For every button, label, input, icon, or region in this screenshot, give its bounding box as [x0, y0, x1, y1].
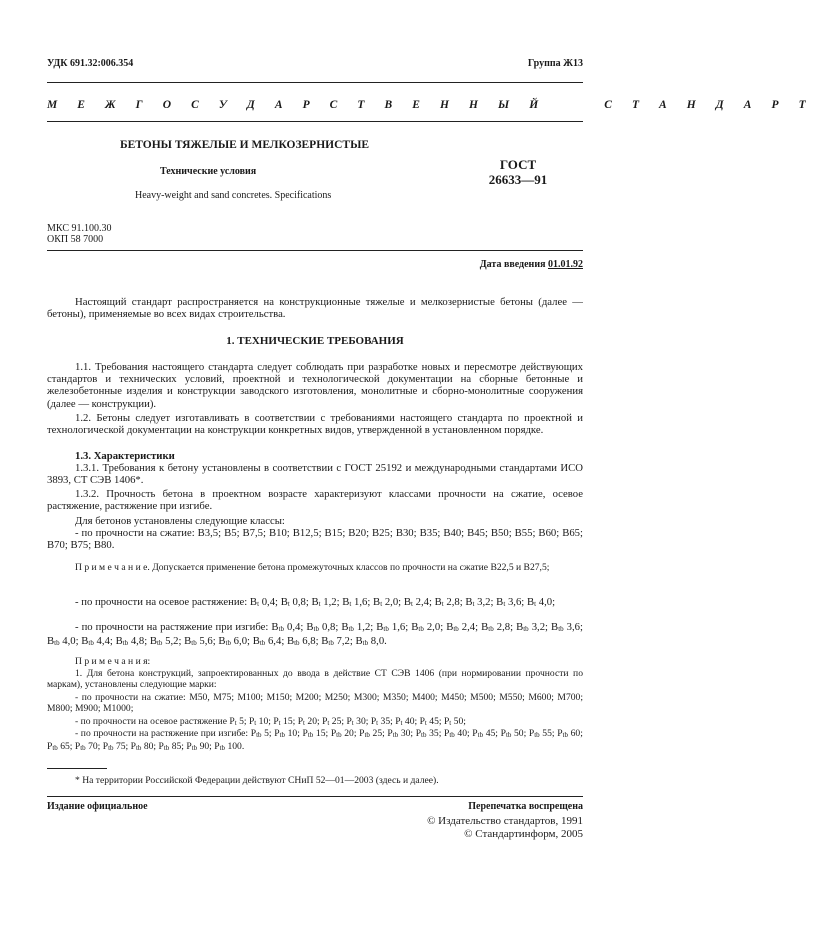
flex-class-value: 3,6; — [563, 621, 583, 633]
flex-mark-value: 40; — [454, 728, 470, 739]
flex-mark-symbol: P — [74, 741, 81, 753]
axial-mark — [420, 716, 442, 727]
flex-mark-symbol: P — [330, 728, 337, 739]
axial-mark-subscript: t — [327, 719, 330, 727]
flex-class — [356, 635, 387, 647]
flex-mark-subscript: tb — [163, 744, 170, 753]
flex-mark-value: 35; — [426, 728, 442, 739]
flex-prefix: - по прочности на растяжение при изгибе: — [75, 621, 269, 633]
axial-mark-symbol: P — [248, 716, 255, 727]
flex-mark-value: 70; — [85, 741, 101, 753]
flex-mark-subscript: tb — [534, 731, 540, 739]
mks-code: МКС 91.100.30 — [47, 223, 112, 234]
section-1-title: 1. ТЕХНИЧЕСКИЕ ТРЕБОВАНИЯ — [226, 335, 404, 347]
flex-class — [184, 635, 216, 647]
flex-mark — [529, 728, 555, 739]
flex-mark — [331, 728, 357, 739]
flex-class — [516, 621, 548, 633]
paragraph-1-3-2: 1.3.2. Прочность бетона в проектном возрасте характеризуют классами прочности на сжатие, осевое растяжение, растяжение при изгибе. — [47, 488, 583, 513]
axial-class-subscript: t — [349, 600, 352, 608]
flex-mark-symbol: P — [472, 728, 478, 739]
flex-class-value: 2,4; — [458, 621, 479, 633]
axial-class-subscript: t — [257, 600, 260, 608]
english-title: Heavy-weight and sand concretes. Specifications — [135, 190, 332, 201]
flex-mark-symbol: P — [359, 728, 365, 739]
flex-class-subscript: tb — [191, 639, 197, 648]
flex-class-subscript: tb — [122, 639, 129, 648]
flex-mark-value: 80; — [141, 741, 157, 753]
intro-date — [480, 259, 583, 271]
flex-mark-symbol: P — [528, 728, 535, 739]
axial-class-value: 0,4; — [259, 596, 279, 608]
axial-class-value: 1,2; — [320, 596, 340, 608]
flex-class-value: 2,0; — [423, 621, 444, 633]
flex-mark-value: 45; — [483, 728, 498, 739]
flex-class-value: 2,8; — [493, 621, 514, 633]
axial-class-value: 4,0; — [536, 596, 556, 608]
flex-mark-subscript: tb — [191, 744, 198, 753]
axial-class — [527, 596, 555, 608]
flex-mark-symbol: P — [47, 741, 53, 753]
document-subtitle: Технические условия — [160, 166, 257, 177]
axial-class-symbol: B — [465, 596, 473, 608]
flex-class-symbol: B — [341, 621, 349, 633]
flex-mark — [103, 741, 128, 752]
group-code: Группа Ж13 — [527, 58, 583, 69]
axial-class-value: 2,0; — [382, 596, 402, 608]
flex-class-subscript: tb — [54, 639, 60, 648]
axial-class-symbol: B — [496, 596, 504, 608]
axial-class-symbol: B — [249, 596, 258, 608]
flex-mark-value: 85; — [169, 741, 184, 753]
axial-class — [281, 596, 309, 608]
flex-mark — [303, 728, 329, 739]
footer-rule — [47, 796, 583, 797]
flex-mark — [387, 728, 413, 739]
axial-mark — [395, 716, 417, 727]
flex-class-symbol: B — [184, 635, 192, 648]
flex-class-symbol: B — [47, 635, 55, 648]
header-rule-top — [47, 82, 583, 83]
flex-class — [446, 621, 478, 633]
flex-class-subscript: tb — [558, 625, 564, 633]
flex-mark-subscript: tb — [392, 731, 399, 739]
axial-class-value: 2,8; — [443, 596, 463, 608]
notes-label: П р и м е ч а н и я: — [75, 656, 151, 667]
flex-class — [411, 621, 443, 633]
note-text: Допускается применение бетона промежуточных классов по прочности на сжатие В22,5 и В27,5; — [152, 562, 550, 573]
axial-mark-value: 35; — [378, 716, 393, 727]
axial-mark — [229, 716, 246, 727]
flex-mark — [186, 741, 211, 752]
flex-mark-symbol: P — [102, 741, 109, 753]
flex-mark-value: 5; — [261, 728, 272, 739]
udk-code: УДК 691.32:006.354 — [47, 58, 134, 69]
flex-class-value: 5,6; — [196, 635, 216, 648]
axial-class — [311, 596, 339, 608]
flex-mark — [472, 728, 498, 739]
document-title: БЕТОНЫ ТЯЖЕЛЫЕ И МЕЛКОЗЕРНИСТЫЕ — [120, 139, 370, 151]
flex-mark-value: 90; — [197, 741, 212, 753]
axial-values — [250, 596, 555, 608]
flex-mark-subscript: tb — [307, 731, 314, 739]
flex-mark — [75, 741, 100, 752]
copyright-2: © Стандартинформ, 2005 — [464, 828, 583, 840]
flex-class — [287, 635, 319, 647]
flex-mark-symbol: P — [250, 728, 257, 739]
axial-class-symbol: B — [526, 596, 535, 608]
axial-mark-value: 50; — [451, 716, 466, 727]
flex-class-symbol: B — [446, 621, 454, 633]
flex-mark-subscript: tb — [108, 744, 114, 753]
flex-class-value: 0,4; — [284, 621, 304, 633]
axial-mark-value: 15; — [280, 716, 296, 727]
axial-class — [496, 596, 524, 608]
flex-class-value: 3,2; — [528, 621, 549, 633]
flex-mark-symbol: P — [302, 728, 308, 739]
note-intermediate-classes — [47, 562, 583, 573]
flex-class-subscript: tb — [362, 639, 369, 648]
marks-flex-prefix: - по прочности на растяжение при изгибе: — [75, 728, 249, 739]
axial-mark-symbol: P — [229, 716, 235, 727]
flex-mark-subscript: tb — [219, 744, 226, 753]
heading-1-3: 1.3. Характеристики — [75, 450, 175, 462]
flex-class-value: 1,6; — [388, 621, 409, 633]
flex-class — [218, 635, 250, 647]
flex-mark — [501, 728, 527, 739]
flexural-tension-classes — [47, 621, 583, 649]
flex-mark-subscript: tb — [449, 731, 455, 739]
flex-mark-value: 100. — [225, 741, 245, 753]
flex-mark-symbol: P — [130, 741, 136, 753]
codes-rule — [47, 250, 583, 251]
paragraph-1-2: 1.2. Бетоны следует изготавливать в соответствии с требованиями настоящего стандарта по проектной и технологической документации на конструкции конкретных видов, утвержденной в установленном порядке. — [47, 412, 583, 437]
axial-mark-value: 40; — [402, 716, 418, 727]
flex-class — [341, 621, 373, 633]
standard-type-text: М Е Ж Г О С У Д А Р С Т В Е Н Н Ы Й С Т А Н Д А Р Т — [47, 99, 814, 111]
header-rule-bottom — [47, 121, 583, 122]
flex-class-value: 6,8; — [299, 635, 319, 648]
axial-mark-subscript: t — [254, 719, 257, 727]
flex-class-symbol: B — [376, 621, 384, 633]
flex-mark-subscript: tb — [477, 731, 484, 739]
flex-mark-value: 15; — [313, 728, 329, 739]
axial-mark-value: 45; — [426, 716, 442, 727]
flex-class-subscript: tb — [278, 625, 285, 633]
flex-class-symbol: B — [355, 635, 363, 648]
axial-class — [342, 596, 370, 608]
axial-class-symbol: B — [434, 596, 442, 608]
axial-class — [250, 596, 278, 608]
flex-mark — [557, 728, 583, 739]
flex-mark — [131, 741, 156, 752]
flex-mark-symbol: P — [274, 728, 280, 739]
flex-class-subscript: tb — [383, 625, 389, 633]
flex-class-subscript: tb — [259, 639, 266, 648]
axial-class — [404, 596, 432, 608]
flex-class-value: 4,4; — [93, 635, 113, 648]
intro-paragraph: Настоящий стандарт распространяется на конструкционные тяжелые и мелкозернистые бетоны (далее — бетоны), применяемые во всех видах строительства. — [47, 296, 583, 321]
flex-mark-symbol: P — [444, 728, 450, 739]
axial-class-symbol: B — [342, 596, 350, 608]
axial-class-subscript: t — [380, 600, 383, 608]
axial-mark-value: 5; — [236, 716, 247, 727]
note-label: П р и м е ч а н и е. — [75, 562, 150, 573]
axial-class-symbol: B — [311, 596, 319, 608]
flex-class-subscript: tb — [348, 625, 354, 633]
flex-mark — [359, 728, 385, 739]
flex-class-subscript: tb — [88, 639, 94, 648]
axial-mark-symbol: P — [346, 716, 352, 727]
flex-mark-subscript: tb — [505, 731, 512, 739]
axial-tension-classes — [47, 596, 583, 610]
flex-mark — [274, 728, 300, 739]
copyright-1: © Издательство стандартов, 1991 — [427, 815, 583, 827]
official-edition: Издание официальное — [47, 801, 148, 812]
flex-mark-subscript: tb — [421, 731, 427, 739]
axial-mark-symbol: P — [419, 716, 425, 727]
flex-class-symbol: B — [115, 635, 123, 648]
marks-axial-values — [229, 716, 466, 727]
reprint-notice: Перепечатка воспрещена — [468, 801, 583, 812]
axial-mark-symbol: P — [322, 716, 328, 727]
flex-mark — [47, 741, 72, 752]
flex-mark-symbol: P — [387, 728, 393, 739]
axial-mark — [444, 716, 466, 727]
axial-mark-symbol: P — [395, 716, 401, 727]
marks-axial-prefix: - по прочности на осевое растяжение — [75, 716, 227, 727]
flex-mark-subscript: tb — [562, 731, 568, 739]
axial-class-subscript: t — [441, 600, 444, 608]
flex-mark — [251, 728, 272, 739]
axial-mark-subscript: t — [400, 719, 403, 727]
axial-class-symbol: B — [373, 596, 381, 608]
flex-mark — [444, 728, 470, 739]
flex-mark-symbol: P — [186, 741, 192, 753]
flex-class-subscript: tb — [313, 625, 319, 633]
flex-mark-value: 20; — [341, 728, 357, 739]
flex-class-value: 6,0; — [231, 635, 251, 648]
compression-classes: - по прочности на сжатие: В3,5; В5; В7,5; В10; В12,5; В15; В20; В25; В30; В35; В40; В45; В50; В55; В60; В65; В70; В75; В80. — [47, 527, 583, 552]
axial-mark-value: 30; — [353, 716, 369, 727]
flex-class-symbol: B — [551, 621, 559, 633]
footnote: * На территории Российской Федерации действуют СНиП 52—01—2003 (здесь и далее). — [75, 775, 439, 786]
flex-class — [321, 635, 353, 647]
flex-class-value: 0,8; — [318, 621, 339, 633]
axial-mark — [322, 716, 344, 727]
flex-class — [253, 635, 285, 647]
axial-mark — [249, 716, 271, 727]
flex-mark — [159, 741, 184, 752]
flex-mark — [416, 728, 442, 739]
axial-class-value: 3,6; — [505, 596, 525, 608]
marks-compression: - по прочности на сжатие: М50, М75; М100; М150; М200; М250; М300; М350; М400; М450; М500; М550; М600; М700; М800; М900; М1000; — [47, 692, 583, 715]
axial-class-symbol: B — [403, 596, 411, 608]
flex-class-value: 8,0. — [368, 635, 387, 648]
flex-mark-subscript: tb — [80, 744, 86, 753]
gost-block — [478, 157, 558, 187]
flex-mark — [214, 741, 244, 752]
flex-class — [376, 621, 408, 633]
axial-mark-symbol: P — [273, 716, 279, 727]
axial-class-value: 2,4; — [412, 596, 432, 608]
axial-class — [435, 596, 463, 608]
flex-class-value: 4,0; — [59, 635, 79, 648]
axial-mark-subscript: t — [234, 719, 237, 727]
flex-class-value: 7,2; — [333, 635, 353, 648]
flex-mark-subscript: tb — [364, 731, 370, 739]
flex-class-subscript: tb — [453, 625, 459, 633]
flex-class-value: 5,2; — [162, 635, 182, 648]
axial-class-subscript: t — [410, 600, 413, 608]
axial-class — [465, 596, 493, 608]
flex-class-symbol: B — [321, 635, 329, 648]
flex-class-subscript: tb — [418, 625, 424, 633]
axial-mark-symbol: P — [370, 716, 377, 727]
flex-mark-symbol: P — [557, 728, 563, 739]
flex-class — [481, 621, 513, 633]
flex-mark-symbol: P — [415, 728, 422, 739]
flex-class-subscript: tb — [328, 639, 334, 648]
flex-class-subscript: tb — [225, 639, 231, 648]
okp-code: ОКП 58 7000 — [47, 234, 104, 245]
axial-mark-subscript: t — [278, 719, 281, 727]
flex-mark-value: 30; — [398, 728, 414, 739]
gost-label: ГОСТ — [499, 157, 537, 172]
flex-class-value: 6,4; — [265, 635, 285, 648]
flex-class-subscript: tb — [488, 625, 494, 633]
axial-mark-symbol: P — [443, 716, 450, 727]
flex-class-subscript: tb — [523, 625, 529, 633]
paragraph-1-1: 1.1. Требования настоящего стандарта следует соблюдать при разработке новых и пересмотре действующих стандартов и технических условий, проектной и технологической документации на сборные бетонные и железобетонные изделия и конструкции заводского изготовления, монолитные и сборно-монолитные сооружения (далее — конструкции). — [47, 361, 583, 410]
flex-mark-value: 50; — [511, 728, 527, 739]
flex-mark-value: 55; — [539, 728, 555, 739]
flex-class-subscript: tb — [156, 639, 163, 648]
axial-prefix: - по прочности на осевое растяжение: — [75, 596, 248, 608]
flex-mark-symbol: P — [214, 741, 220, 753]
flex-class — [150, 635, 182, 647]
flex-class — [551, 621, 583, 633]
flex-mark-value: 10; — [285, 728, 300, 739]
flex-class-symbol: B — [252, 635, 260, 648]
flex-class-symbol: B — [271, 621, 279, 633]
axial-mark-subscript: t — [351, 719, 354, 727]
flex-class — [116, 635, 148, 647]
flex-mark-value: 75; — [113, 741, 129, 753]
intro-date-value: 01.01.92 — [548, 259, 583, 270]
marks-flex — [47, 728, 583, 754]
note-1: 1. Для бетона конструкций, запроектированных до ввода в действие СТ СЭВ 1406 (при нормировании прочности по маркам), установлены следующие марки: — [47, 668, 583, 691]
axial-mark-subscript: t — [424, 719, 427, 727]
intro-date-label: Дата введения — [479, 259, 546, 270]
flex-class-value: 1,2; — [353, 621, 374, 633]
axial-class-subscript: t — [503, 600, 506, 608]
classes-intro: Для бетонов установлены следующие классы: — [75, 515, 285, 527]
flex-mark-value: 25; — [369, 728, 385, 739]
flex-mark-value: 65; — [57, 741, 73, 753]
axial-mark — [371, 716, 393, 727]
axial-class-subscript: t — [534, 600, 537, 608]
axial-mark-symbol: P — [297, 716, 304, 727]
flex-class-symbol: B — [306, 621, 314, 633]
axial-class-subscript: t — [472, 600, 475, 608]
flex-mark-subscript: tb — [256, 731, 262, 739]
flex-class-symbol: B — [149, 635, 157, 648]
flex-mark-symbol: P — [158, 741, 164, 753]
axial-class — [373, 596, 401, 608]
axial-class-subscript: t — [318, 600, 321, 608]
gost-number: 26633—91 — [488, 172, 548, 187]
flex-class-symbol: B — [516, 621, 524, 633]
flex-class-symbol: B — [286, 635, 295, 648]
flex-class-symbol: B — [218, 635, 226, 648]
flex-class — [47, 635, 79, 647]
flex-class-symbol: B — [411, 621, 419, 633]
axial-mark-value: 20; — [305, 716, 320, 727]
flex-class-symbol: B — [481, 621, 489, 633]
flex-class-subscript: tb — [294, 639, 300, 648]
flex-class — [271, 621, 303, 633]
axial-mark-subscript: t — [376, 719, 379, 727]
flex-class — [306, 621, 338, 633]
axial-class-subscript: t — [287, 600, 290, 608]
axial-class-symbol: B — [280, 596, 288, 608]
flex-class-symbol: B — [81, 635, 89, 648]
flex-class — [81, 635, 113, 647]
flex-class-value: 4,8; — [128, 635, 148, 648]
flex-mark-subscript: tb — [279, 731, 286, 739]
flex-mark-symbol: P — [500, 728, 506, 739]
axial-mark-value: 10; — [256, 716, 271, 727]
paragraph-1-3-1: 1.3.1. Требования к бетону установлены в соответствии с ГОСТ 25192 и международными стандартами ИСО 3893, СТ СЭВ 1406*. — [47, 462, 583, 487]
axial-mark-subscript: t — [449, 719, 452, 727]
footnote-rule — [47, 768, 107, 769]
axial-mark-subscript: t — [303, 719, 305, 727]
axial-mark-value: 25; — [329, 716, 345, 727]
axial-mark — [346, 716, 368, 727]
axial-class-value: 0,8; — [289, 596, 309, 608]
flex-mark-subscript: tb — [336, 731, 342, 739]
axial-class-value: 3,2; — [474, 596, 494, 608]
flex-mark-value: 60; — [567, 728, 583, 739]
axial-mark — [298, 716, 320, 727]
standard-type — [47, 99, 814, 111]
axial-class-value: 1,6; — [351, 596, 371, 608]
flex-mark-subscript: tb — [52, 744, 58, 753]
flex-mark-subscript: tb — [135, 744, 142, 753]
axial-mark — [273, 716, 295, 727]
